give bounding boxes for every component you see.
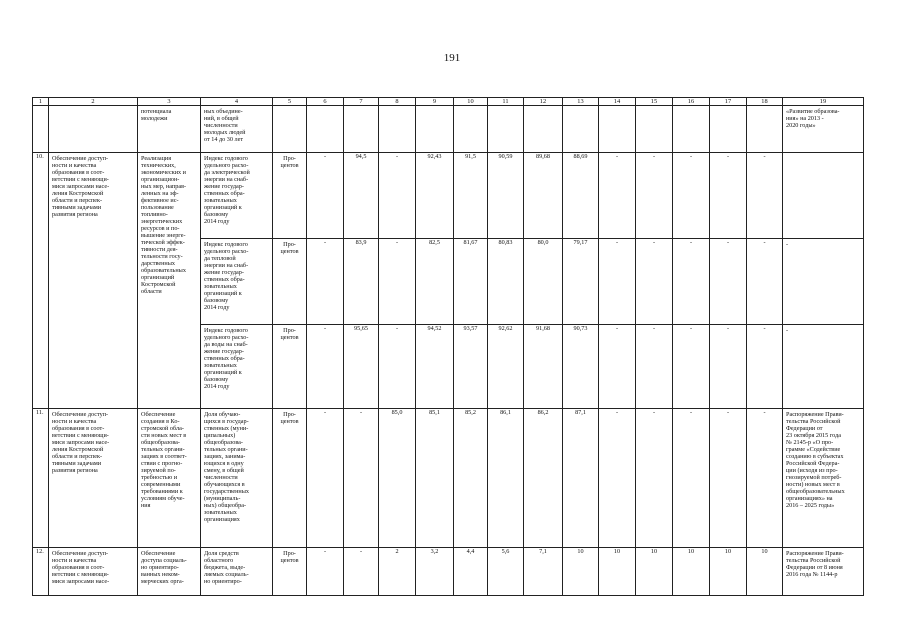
note-cell: -	[783, 325, 864, 409]
value-cell: 85,2	[454, 409, 488, 548]
task-cell: Обеспечение создания в Ко- стромской обла- сти новых мест в общеобразова- тельных органи- зациях в соответ- ствии с прогно- зируемой по- требностью и современными требованиями к условиям обуче- ния	[138, 409, 201, 548]
row-number: 10.	[33, 153, 49, 409]
value-cell: 85,0	[379, 409, 416, 548]
header-cell: 5	[273, 98, 307, 106]
value-cell: -	[673, 325, 710, 409]
unit-cell: Про- центов	[273, 239, 307, 325]
value-cell: 10	[636, 548, 673, 596]
table-row	[33, 409, 864, 548]
value-cell: 93,57	[454, 325, 488, 409]
value-cell: -	[379, 153, 416, 239]
value-cell: -	[747, 409, 783, 548]
header-cell: 4	[201, 98, 273, 106]
value-cell: 86,2	[524, 409, 563, 548]
goal-cell: Обеспечение доступ- ности и качества образования в соот- ветствии с меняющи- мися запросами насе-	[49, 548, 138, 596]
table-row	[33, 548, 864, 596]
value-cell: -	[747, 325, 783, 409]
value-cell: -	[636, 409, 673, 548]
value-cell: 92,62	[488, 325, 524, 409]
header-cell: 17	[710, 98, 747, 106]
value-cell: -	[710, 409, 747, 548]
value-cell: -	[636, 325, 673, 409]
indicator-cell: ных объедине- ний, в общей численности молодых людей от 14 до 30 лет	[201, 106, 273, 153]
value-cell: 10	[710, 548, 747, 596]
header-row	[33, 98, 864, 106]
value-cell: 81,67	[454, 239, 488, 325]
header-cell: 13	[563, 98, 599, 106]
value-cell: -	[599, 325, 636, 409]
value-cell: -	[307, 325, 344, 409]
value-cell: -	[710, 325, 747, 409]
header-cell: 12	[524, 98, 563, 106]
header-cell: 10	[454, 98, 488, 106]
row-number: 11.	[33, 409, 49, 548]
continuation-row	[33, 106, 864, 153]
header-cell: 15	[636, 98, 673, 106]
header-cell: 2	[49, 98, 138, 106]
value-cell: -	[710, 239, 747, 325]
value-cell: 79,17	[563, 239, 599, 325]
table-row	[33, 153, 864, 239]
value-cell: 90,73	[563, 325, 599, 409]
value-cell: 94,52	[416, 325, 454, 409]
value-cell: -	[379, 239, 416, 325]
header-cell: 16	[673, 98, 710, 106]
value-cell: 10	[673, 548, 710, 596]
value-cell: -	[673, 409, 710, 548]
value-cell: 91,68	[524, 325, 563, 409]
value-cell: 92,43	[416, 153, 454, 239]
indicator-cell: Индекс годового удельного расхо- да электрической энергии на снаб- жение государ- ственных обра- зовательных организаций к базовому 2014 году	[201, 153, 273, 239]
value-cell: 82,5	[416, 239, 454, 325]
unit-cell: Про- центов	[273, 325, 307, 409]
value-cell: -	[344, 409, 379, 548]
goal-cell: Обеспечение доступ- ности и качества образования в соот- ветствии с меняющи- мися запросами насе- ления Костромской области и перспек- тивными задачами развития региона	[49, 409, 138, 548]
value-cell: 95,65	[344, 325, 379, 409]
value-cell: -	[379, 325, 416, 409]
value-cell: -	[599, 153, 636, 239]
note-cell	[783, 153, 864, 239]
task-cell: Обеспечение доступа социаль- но ориентиро- ванных неком- мерческих орга-	[138, 548, 201, 596]
value-cell: -	[636, 239, 673, 325]
page-number: 191	[443, 52, 461, 64]
value-cell: -	[344, 548, 379, 596]
value-cell: -	[710, 153, 747, 239]
value-cell: -	[747, 153, 783, 239]
value-cell: -	[307, 153, 344, 239]
indicator-cell: Индекс годового удельного расхо- да тепловой энергии на снаб- жение государ- ственных обра- зовательных организаций к базовому 2014 году	[201, 239, 273, 325]
header-cell: 6	[307, 98, 344, 106]
note-cell: «Развитие образова- ния» на 2013 - 2020 годы»	[783, 106, 864, 153]
indicators-table	[32, 97, 864, 596]
value-cell: 90,59	[488, 153, 524, 239]
value-cell: 10	[599, 548, 636, 596]
indicator-cell: Доля обучаю- щихся в государ- ственных (муни- ципальных) общеобразова- тельных органи- зациях, занима- ющихся в одну смену, в общей численности обучающихся в государственных (муниципаль- ных) общеобра- зовательных организациях	[201, 409, 273, 548]
value-cell: 10	[563, 548, 599, 596]
value-cell: 3,2	[416, 548, 454, 596]
header-cell: 1	[33, 98, 49, 106]
task-cell: Реализация технических, экономических и организацион- ных мер, направ- ленных на эф- фективное ис- пользование топливно- энергетических ресурсов и по- вышение энерге- тической эффек- тивности дея- тельности госу- дарственных образовательных организаций Костромской области	[138, 153, 201, 409]
value-cell: 87,1	[563, 409, 599, 548]
value-cell: -	[747, 239, 783, 325]
note-cell: -	[783, 239, 864, 325]
value-cell: 4,4	[454, 548, 488, 596]
header-cell: 8	[379, 98, 416, 106]
value-cell: 80,83	[488, 239, 524, 325]
header-cell: 14	[599, 98, 636, 106]
value-cell: 91,5	[454, 153, 488, 239]
value-cell: 10	[747, 548, 783, 596]
value-cell: -	[307, 239, 344, 325]
header-cell: 3	[138, 98, 201, 106]
value-cell: 2	[379, 548, 416, 596]
value-cell: 80,0	[524, 239, 563, 325]
note-cell: Распоряжение Прави- тельства Российской Федерации от 8 июня 2016 года № 1144-р	[783, 548, 864, 596]
value-cell: -	[673, 153, 710, 239]
value-cell: 5,6	[488, 548, 524, 596]
value-cell: -	[599, 239, 636, 325]
value-cell: -	[673, 239, 710, 325]
row-number: 12.	[33, 548, 49, 596]
header-cell: 18	[747, 98, 783, 106]
header-cell: 19	[783, 98, 864, 106]
unit-cell: Про- центов	[273, 153, 307, 239]
value-cell: 94,5	[344, 153, 379, 239]
header-cell: 7	[344, 98, 379, 106]
task-cell: потенциала молодежи	[138, 106, 201, 153]
note-cell: Распоряжение Прави- тельства Российской Федерации от 23 октября 2015 года № 2145-р «О про- грамме «Содействие созданию в субъектах Российской Федера- ции (исходя из про- гнозируемой потреб- ности) новых мест в общеобразовательных организациях» на 2016 – 2025 годы»	[783, 409, 864, 548]
value-cell: -	[307, 548, 344, 596]
goal-cell: Обеспечение доступ- ности и качества образования в соот- ветствии с меняющи- мися запросами насе- ления Костромской области и перспек- тивными задачами развития региона	[49, 153, 138, 409]
value-cell: -	[636, 153, 673, 239]
value-cell: 89,68	[524, 153, 563, 239]
value-cell: 83,9	[344, 239, 379, 325]
header-cell: 9	[416, 98, 454, 106]
unit-cell: Про- центов	[273, 548, 307, 596]
value-cell: -	[599, 409, 636, 548]
header-cell: 11	[488, 98, 524, 106]
unit-cell: Про- центов	[273, 409, 307, 548]
value-cell: 88,69	[563, 153, 599, 239]
value-cell: -	[307, 409, 344, 548]
indicator-cell: Индекс годового удельного расхо- да воды на снаб- жение государ- ственных обра- зовательных организаций к базовому 2014 году	[201, 325, 273, 409]
indicator-cell: Доля средств областного бюджета, выде- ляемых социаль- но ориентиро-	[201, 548, 273, 596]
value-cell: 7,1	[524, 548, 563, 596]
value-cell: 86,1	[488, 409, 524, 548]
value-cell: 85,1	[416, 409, 454, 548]
